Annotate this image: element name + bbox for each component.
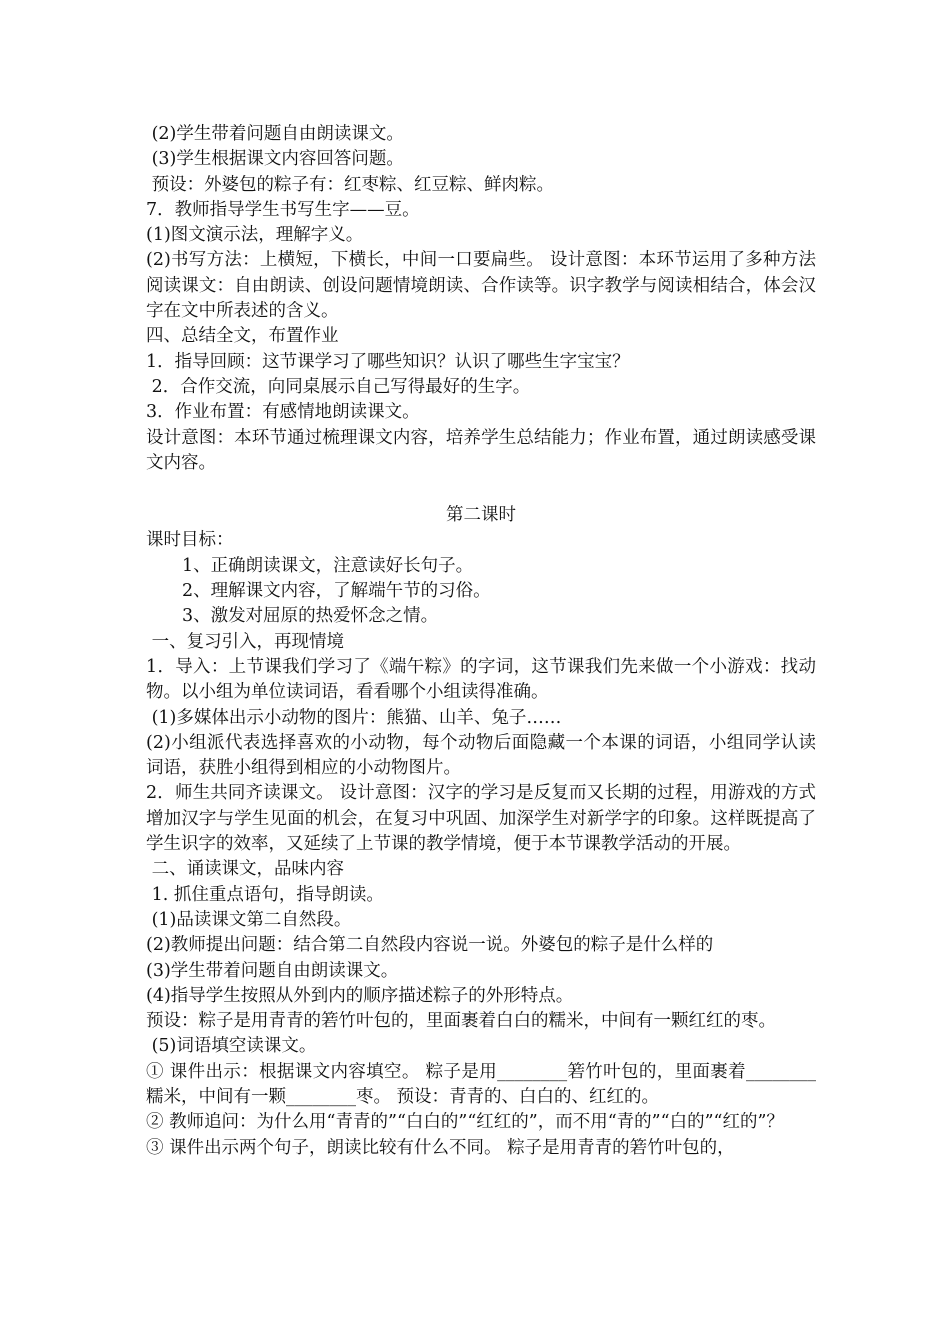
intro-paragraph: 1．导入：上节课我们学习了《端午粽》的字词，这节课我们先来做一个小游戏：找动物。以小组为单位读词语，看看哪个小组读得准确。 <box>146 656 816 703</box>
text-line: (5)词语填空读课文。 <box>146 1036 317 1057</box>
design-intent-paragraph: 2．师生共同齐读课文。 设计意图：汉字的学习是反复而又长期的过程，用游戏的方式增加汉字与学生见面的机会，在复习中巩固、加深学生对新学字的印象。这样既提高了学生识字的效率，又延续了上节课的教学情境，便于本节课教学活动的开展。 <box>146 783 816 855</box>
text-line: (2)学生带着问题自由朗读课文。 <box>146 124 404 144</box>
document-body <box>146 122 816 1161</box>
text-line: (1)品读课文第二自然段。 <box>146 909 352 930</box>
text-line: (2)教师提出问题：结合第二自然段内容说一说。外婆包的粽子是什么样的 <box>146 935 714 956</box>
section-heading: 一、复习引入，再现情境 <box>146 631 345 652</box>
question-paragraph: ① 课件出示：根据课文内容填空。 粽子是用________箬竹叶包的，里面裹着________糯米，中间有一颗________枣。 预设：青青的、白白的、红红的。 <box>146 1061 816 1107</box>
goal-item: 1、正确朗读课文，注意读好长句子。 <box>182 555 474 576</box>
goals-label: 课时目标： <box>146 530 234 551</box>
goal-item: 3、激发对屈原的热爱怀念之情。 <box>182 606 439 627</box>
text-line: 预设：外婆包的粽子有：红枣粽、红豆粽、鲜肉粽。 <box>146 174 555 195</box>
text-line: (1)图文演示法，理解字义。 <box>146 225 364 246</box>
spacer <box>146 476 816 503</box>
lesson-title: 第二课时 <box>446 505 516 526</box>
text-line: (3)学生带着问题自由朗读课文。 <box>146 960 399 981</box>
text-line: (3)学生根据课文内容回答问题。 <box>146 149 404 170</box>
text-line: 1．指导回顾：这节课学习了哪些知识？认识了哪些生字宝宝？ <box>146 351 630 372</box>
group-paragraph: (2)小组派代表选择喜欢的小动物，每个动物后面隐藏一个本课的词语，小组同学认读词语，获胜小组得到相应的小动物图片。 <box>146 732 816 779</box>
text-line: 3．作业布置：有感情地朗读课文。 <box>146 402 420 423</box>
question-paragraph: ③ 课件出示两个句子，朗读比较有什么不同。 粽子是用青青的箬竹叶包的， <box>146 1137 735 1158</box>
text-line: (4)指导学生按照从外到内的顺序描述粽子的外形特点。 <box>146 985 574 1006</box>
design-intent-paragraph: (2)书写方法：上横短，下横长，中间一口要扁些。 设计意图：本环节运用了多种方法阅读课文：自由朗读、创设问题情境朗读、合作读等。识字教学与阅读相结合，体会汉字在文中所表述的含义。 <box>146 250 816 322</box>
section-heading: 四、总结全文，布置作业 <box>146 326 339 347</box>
question-paragraph: ② 教师追问：为什么用“青青的”“白白的”“红红的”，而不用“青的”“白的”“红的”？ <box>146 1112 784 1133</box>
text-line: 7．教师指导学生书写生字——豆。 <box>146 199 420 220</box>
text-line: (1)多媒体出示小动物的图片：熊猫、山羊、兔子…… <box>146 707 562 728</box>
text-line: 1. 抓住重点语句，指导朗读。 <box>146 884 384 905</box>
section-heading: 二、诵读课文，品味内容 <box>146 859 345 880</box>
text-line: 2．合作交流，向同桌展示自己写得最好的生字。 <box>146 376 531 397</box>
preset-paragraph: 预设：粽子是用青青的箬竹叶包的，里面裹着白白的糯米，中间有一颗红红的枣。 <box>146 1011 776 1032</box>
design-intent-paragraph: 设计意图：本环节通过梳理课文内容，培养学生总结能力；作业布置，通过朗读感受课文内容。 <box>146 427 816 473</box>
goal-item: 2、理解课文内容，了解端午节的习俗。 <box>182 581 491 602</box>
